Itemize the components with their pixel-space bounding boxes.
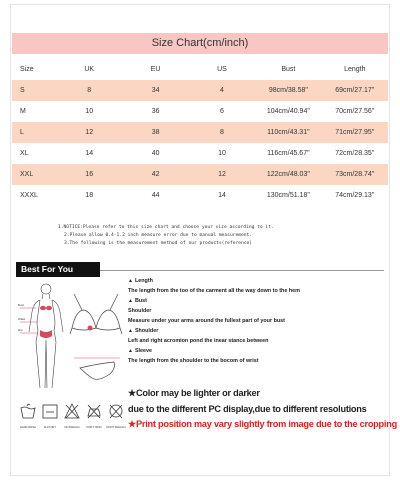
cell-length: 73cm/28.74" [322,164,388,185]
cell-uk: 12 [56,122,122,143]
no-dry-clean-icon: DON'T BLEACH [104,402,128,429]
cell-eu: 38 [122,122,188,143]
cell-eu: 36 [151,108,160,115]
star-icon: ★ [128,388,136,398]
cell-bust: 104cm/40.94" [266,108,310,115]
star-icon: ★ [128,419,136,429]
color-disclaimer: ★Color may be lighter or darker [128,388,260,398]
note-line: 2.Please allow 0.4-1.2 inch measure error due to manual measurement. [64,233,253,238]
best-for-you-label: Best For You [16,262,100,277]
cell-uk: 18 [85,192,94,199]
flat-dry-icon: FLAT DRY [38,402,62,429]
bust-heading: ▲ Bust [128,298,147,304]
cell-eu: 40 [151,150,160,157]
cell-size: L [12,122,56,143]
cell-uk: 16 [56,164,122,185]
sleeve-heading: ▲ Sleeve [128,348,153,354]
cell-bust: 116cm/45.67" [267,150,310,157]
size-chart-table [12,58,388,206]
size-chart-title: Size Chart(cm/inch) [12,33,388,54]
cell-us: 12 [189,164,255,185]
note-line: 1.NOTICE:Please refer to this size chart and choose your size according to it. [58,225,274,230]
table-row [12,80,388,101]
cell-eu: 34 [122,80,188,101]
hip-label: Hip [18,328,23,332]
table-row [12,185,388,206]
triangle-icon: ▲ [128,348,133,354]
length-heading: ▲ Length [128,278,153,284]
display-disclaimer: due to the different PC display,due to different resolutions [128,404,367,414]
cell-length: 69cm/27.17" [322,80,388,101]
triangle-icon: ▲ [128,328,133,334]
table-row [12,164,388,185]
bust-text: Measure under your arms around the fullest part of your bust [128,318,285,324]
hand-wash-icon: HAND WASH [16,402,40,429]
no-bleach-icon: NO BLEACH [60,402,84,429]
cell-bust: 122cm/48.03" [255,164,321,185]
cell-us: 4 [189,80,255,101]
cell-bust: 130cm/51.18" [266,192,310,199]
triangle-icon: ▲ [128,298,133,304]
cell-us: 10 [218,150,226,157]
print-disclaimer: ★Print position may vary slightly from image due to the cropping [128,419,397,429]
triangle-icon: ▲ [128,278,133,284]
bikini-icon [68,290,126,400]
header-length: Length [344,65,366,73]
cell-uk: 8 [56,80,122,101]
cell-uk: 10 [85,108,94,115]
note-line: 3.The following is the measurement method of our products(reference) [64,241,253,246]
measurement-guide [128,276,392,366]
table-row [12,122,388,143]
cell-size: XXL [12,164,56,185]
shoulder-heading: ▲ Shoulder [128,328,159,334]
header-size: Size [20,65,34,73]
cell-size: S [12,80,56,101]
cell-uk: 14 [85,150,94,157]
cell-us: 6 [220,108,224,115]
shoulder-text: Left and right acromion pond the inear stance between [128,338,269,344]
notes [58,224,378,248]
header-eu: EU [150,65,161,73]
cell-length: 70cm/27.56" [335,108,375,115]
cell-eu: 44 [151,192,160,199]
no-iron-icon: DON'T IRON [82,402,106,429]
header-bust: Bust [281,65,296,73]
cell-size: XL [20,150,29,157]
care-icons [16,402,128,430]
cell-bust: 98cm/38.58" [255,80,321,101]
sleeve-text: The length from the shoulder to the bocom of wrist [128,358,259,364]
cell-length: 71cm/27.95" [322,122,388,143]
cell-length: 72cm/28.35" [335,150,375,157]
header-us: US [217,65,227,73]
bust-subheading: Shoulder [128,308,152,314]
cell-size: M [20,108,26,115]
cell-size: XXXL [20,192,38,199]
table-row [12,143,388,164]
section-divider [100,270,384,271]
cell-bust: 110cm/43.31" [255,122,321,143]
bikini-illustration [68,290,126,400]
cell-us: 8 [189,122,255,143]
cell-eu: 42 [122,164,188,185]
bust-label: Bust [18,303,25,307]
table-row [12,101,388,122]
header-uk: UK [84,65,95,73]
cell-length: 74cm/29.13" [335,192,375,199]
table-header-row [12,58,388,80]
cell-us: 14 [218,192,226,199]
length-text: The length from the too of the carment all the way down to the hem [128,288,300,294]
waist-label: Waist [18,317,26,321]
